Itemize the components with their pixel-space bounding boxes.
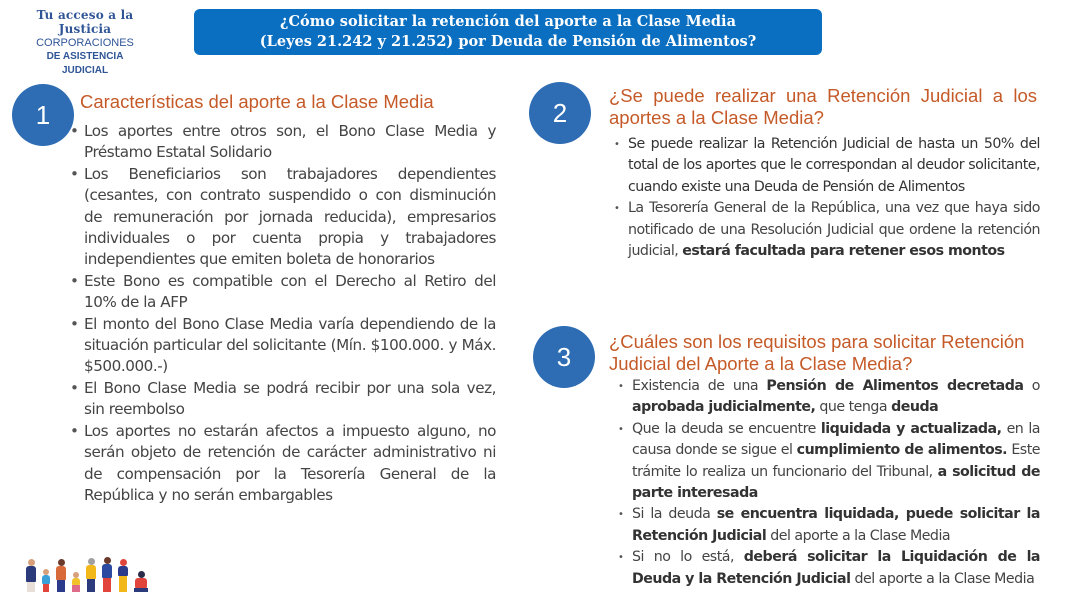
logo-tagline: Tu acceso a la Justicia [36,8,134,36]
list-item [618,504,1040,547]
title-line-2: (Leyes 21.242 y 21.252) por Deuda de Pensión de Alimentos? [259,33,757,50]
bullet-emphasis: deuda [891,399,939,416]
bullet-text: del aporte a la Clase Media [766,527,951,544]
section-number-badge-3: 3 [533,326,595,388]
list-item: • Los aportes entre otros son, el Bono Clase Media y Préstamo Estatal Solidario [70,121,496,164]
bullet-text: del aporte a la Clase Media [850,570,1035,587]
section-number-badge-2: 2 [529,82,591,144]
bullet-emphasis: se encuentra liquidada, puede solicitar la Retención Judicial [632,506,1040,544]
bullet-text: Existencia de una [632,378,767,394]
bullet-text: que tenga [815,399,892,416]
list-item: • Los Beneficiarios son trabajadores dependientes (cesantes, con contrato suspendido o con disminución de remuneración por jornada reducida), empresarios individuales o por cuenta propia y trabajadores independientes que emiten boleta de honorarios [70,164,496,271]
person-icon [102,557,112,592]
section-1-heading: Características del aporte a la Clase Media [80,91,434,112]
person-icon [134,571,148,592]
person-icon [26,559,36,592]
bullet-emphasis: cumplimiento de alimentos. [796,442,1008,459]
title-banner [194,9,822,55]
title-line-1: ¿Cómo solicitar la retención del aporte a la Clase Media [280,13,736,30]
bullet-text: La Tesorería General de la República, una vez que haya sido notificado de una Resolución Judicial que ordene la retención judicial, [628,200,1040,260]
list-item [618,376,1040,419]
bullet-text: o [1023,378,1040,394]
bullet-text: Se puede realizar la Retención Judicial de hasta un 50% del total de los aportes que le correspondan al deudor solicitante, cuando existe una Deuda de Pensión de Alimentos [628,136,1040,195]
person-icon [72,572,80,592]
bullet-text: Si la deuda [632,506,717,523]
list-item: • El Bono Clase Media se podrá recibir por una sola vez, sin reembolso [70,378,496,421]
person-icon [86,558,96,592]
bullet-emphasis: liquidada y actualizada, [820,420,1002,437]
list-item: • Los aportes no estarán afectos a impuesto alguno, no serán objeto de retención de carácter administrativo ni de compensación por la Tesorería General de la República y no serán embargables [70,421,496,507]
bullet-emphasis: Pensión de Alimentos decretada [766,378,1024,394]
section-number-badge-1: 1 [12,84,74,146]
bullet-emphasis: a solicitud de parte interesada [632,463,1040,502]
person-icon [118,559,128,592]
logo-org-line-3: JUDICIAL [61,65,109,76]
bullet-emphasis: deberá solicitar la Liquidación de la Deuda y la Retención Judicial [632,549,1041,587]
list-item [618,547,1040,590]
logo [10,8,160,78]
logo-org-line-1: CORPORACIONES [36,37,134,49]
list-item [618,419,1040,505]
bullet-emphasis: estará facultada para retener esos montos [682,243,1005,260]
list-item: • El monto del Bono Clase Media varía dependiendo de la situación particular del solicitante (Mín. $100.000. y Máx. $500.000.-) [70,314,496,378]
bullet-text: Si no lo está, [632,549,744,566]
section-2-bullet-list [614,134,1040,262]
section-2-heading: ¿Se puede realizar una Retención Judicial a los aportes a la Clase Media? [609,85,1037,128]
list-item: • Este Bono es compatible con el Derecho al Retiro del 10% de la AFP [70,271,496,314]
bullet-text: Que la deuda se encuentre [632,420,821,437]
people-group-illustration [26,548,202,592]
section-1-bullet-list [70,121,496,506]
list-item [614,134,1040,198]
logo-org-line-2: DE ASISTENCIA [46,51,124,62]
bullet-emphasis: aprobada judicialmente, [632,399,816,416]
person-icon [42,569,50,592]
person-icon [56,559,66,592]
bullet-text: en la causa donde se sigue el [632,420,1040,459]
section-3-bullet-list [618,376,1040,590]
list-item [614,198,1040,262]
bullet-text: Este trámite lo realiza un funcionario del Tribunal, [632,442,1040,480]
section-3-heading: ¿Cuáles son los requisitos para solicitar Retención Judicial del Aporte a la Clase Media? [609,331,1025,374]
